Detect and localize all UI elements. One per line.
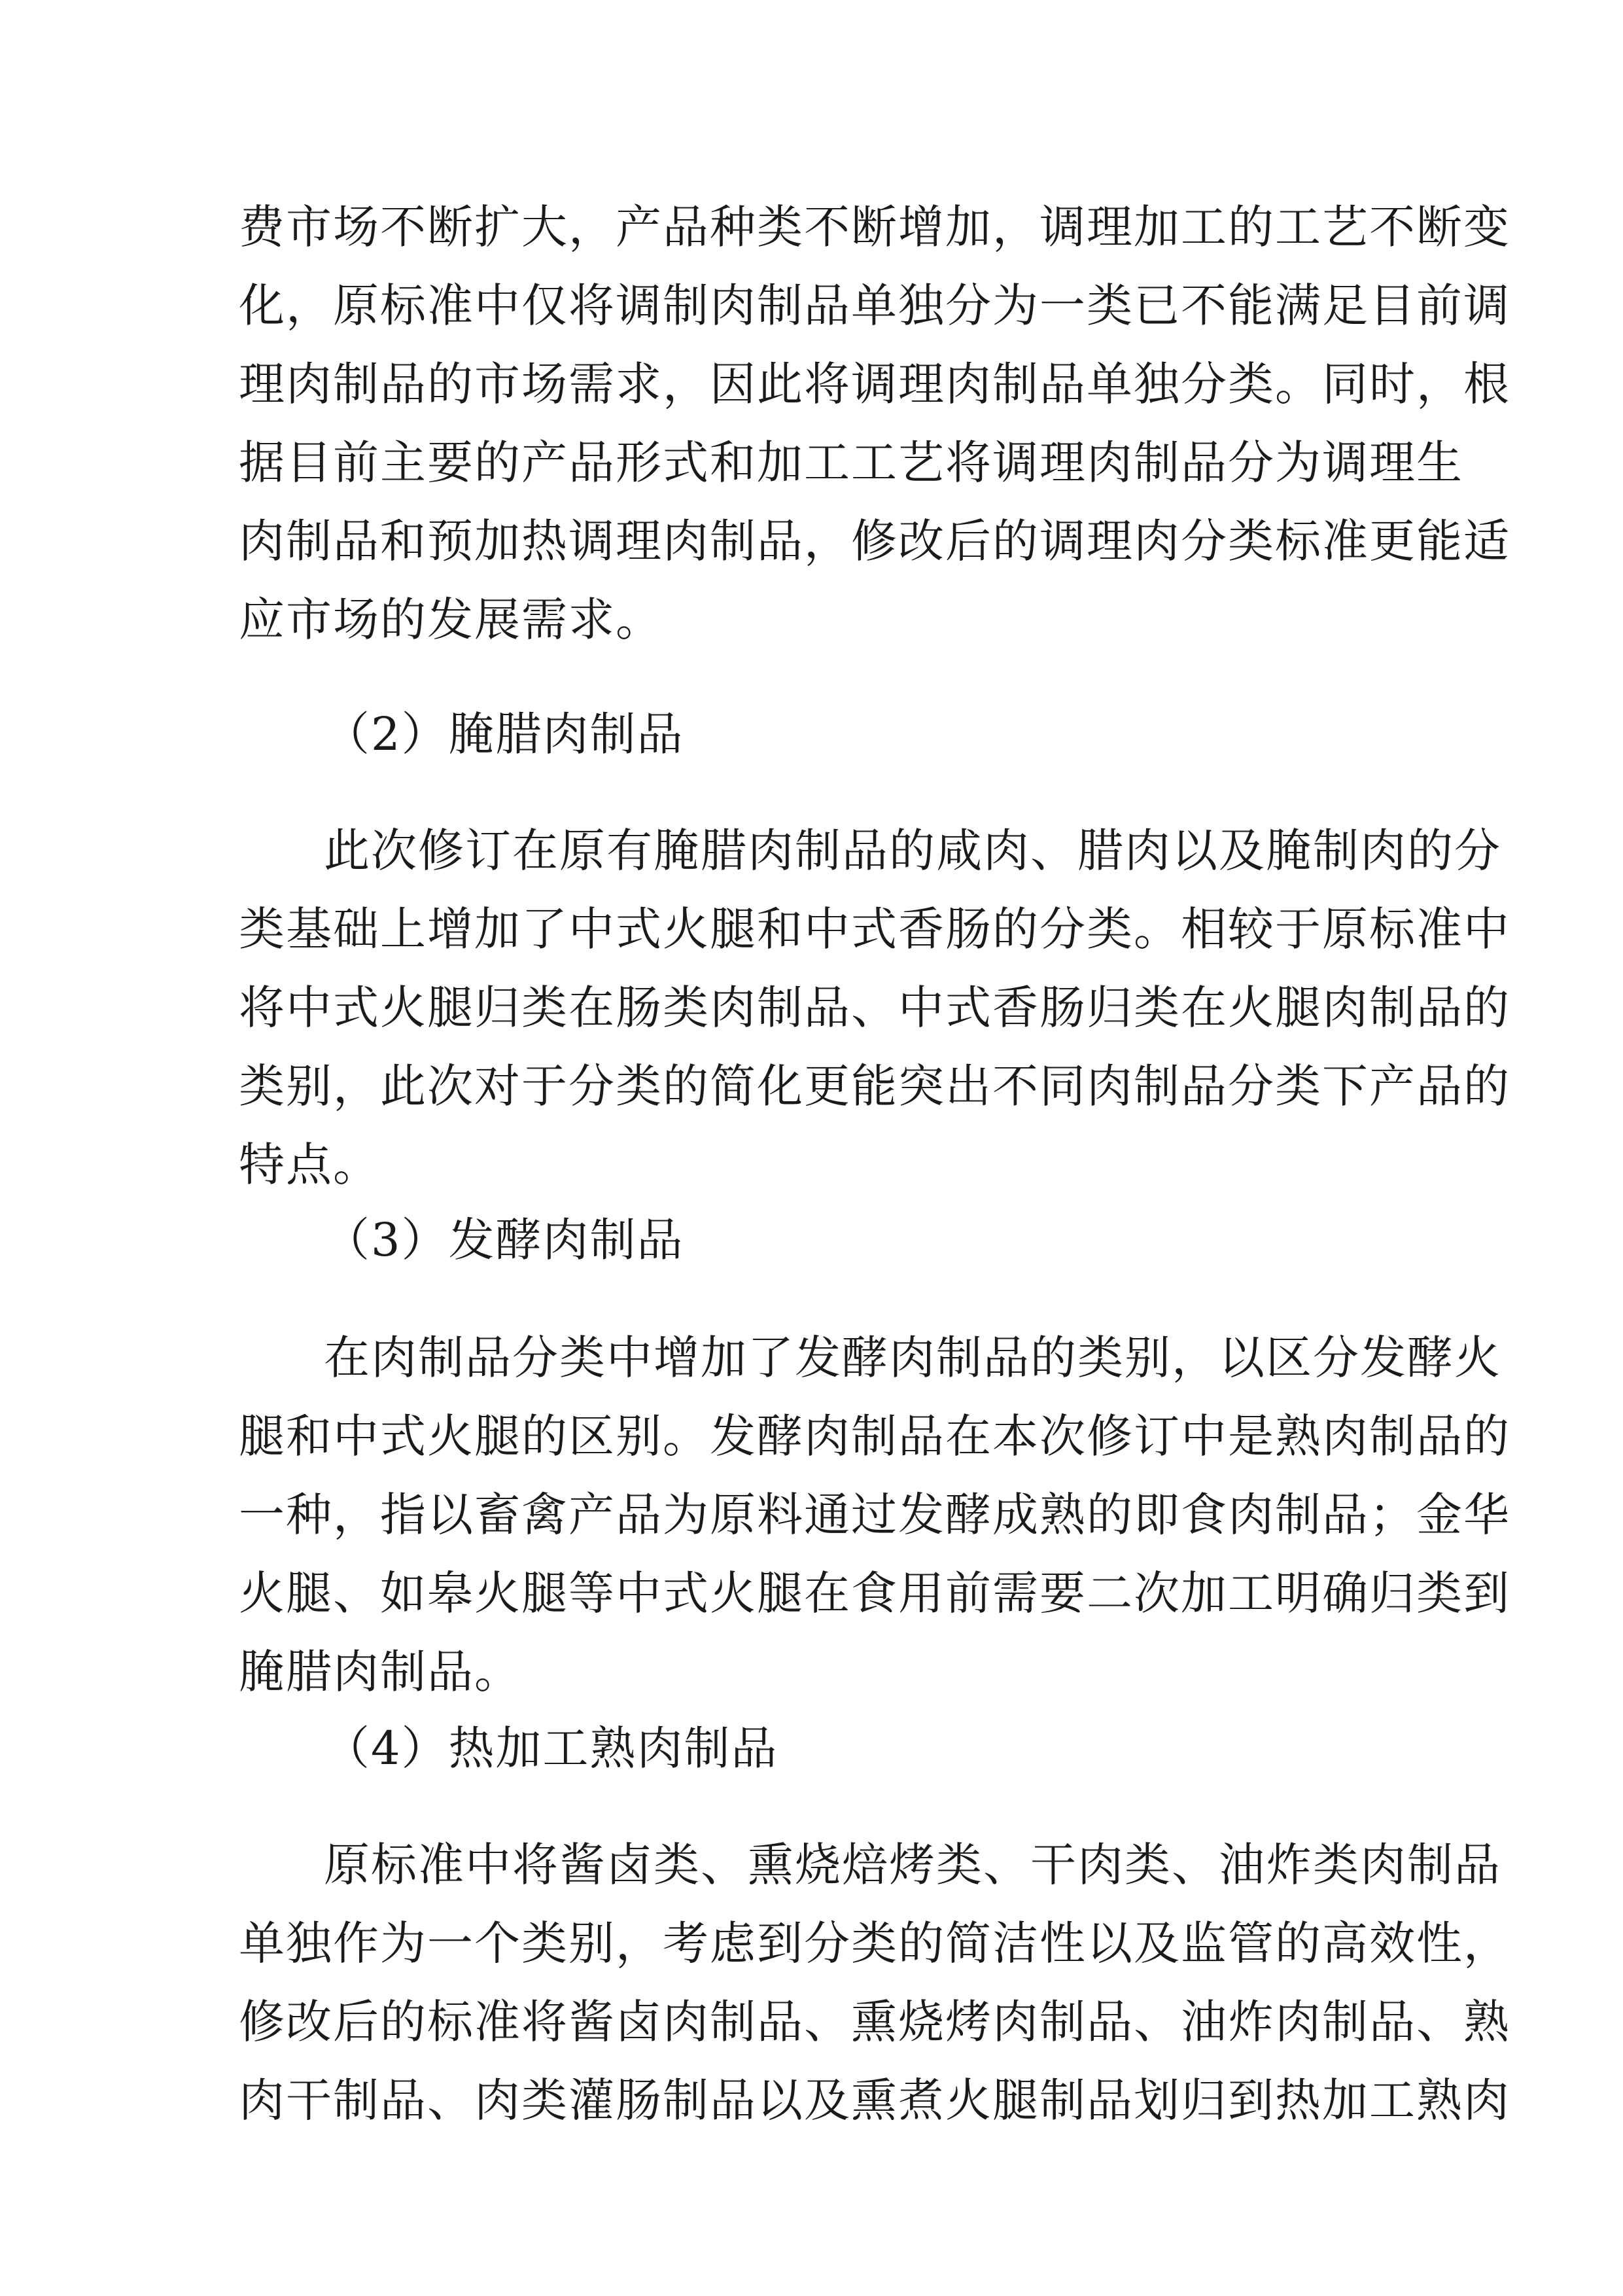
paragraph-line: 据目前主要的产品形式和加工工艺将调理肉制品分为调理生 — [239, 436, 1463, 489]
paragraph-line: 特点。 — [239, 1138, 380, 1192]
paragraph-line: 腌腊肉制品。 — [239, 1645, 521, 1699]
paragraph-line: 修改后的标准将酱卤肉制品、熏烧烤肉制品、油炸肉制品、熟 — [239, 1995, 1510, 2049]
paragraph-line: 此次修订在原有腌腊肉制品的咸肉、腊肉以及腌制肉的分 — [324, 824, 1501, 877]
paragraph-line: 火腿、如皋火腿等中式火腿在食用前需要二次加工明确归类到 — [239, 1566, 1510, 1620]
paragraph-line: 在肉制品分类中增加了发酵肉制品的类别，以区分发酵火 — [324, 1331, 1501, 1385]
paragraph-line: 费市场不断扩大，产品种类不断增加，调理加工的工艺不断变 — [239, 200, 1510, 254]
section-heading: （4）热加工熟肉制品 — [324, 1722, 778, 1775]
paragraph-line: 肉制品和预加热调理肉制品，修改后的调理肉分类标准更能适 — [239, 514, 1510, 568]
paragraph-line: 肉干制品、肉类灌肠制品以及熏煮火腿制品划归到热加工熟肉 — [239, 2074, 1510, 2127]
paragraph-line: 原标准中将酱卤类、熏烧焙烤类、干肉类、油炸类肉制品 — [324, 1838, 1501, 1892]
section-heading: （2）腌腊肉制品 — [324, 707, 684, 761]
paragraph-line: 将中式火腿归类在肠类肉制品、中式香肠归类在火腿肉制品的 — [239, 981, 1510, 1034]
paragraph-line: 化，原标准中仅将调制肉制品单独分为一类已不能满足目前调 — [239, 279, 1510, 332]
paragraph-line: 单独作为一个类别，考虑到分类的简洁性以及监管的高效性， — [239, 1916, 1510, 1970]
paragraph-line: 理肉制品的市场需求，因此将调理肉制品单独分类。同时，根 — [239, 357, 1510, 411]
paragraph-line: 腿和中式火腿的区别。发酵肉制品在本次修订中是熟肉制品的 — [239, 1409, 1510, 1463]
paragraph-line: 应市场的发展需求。 — [239, 593, 663, 646]
paragraph-line: 类别，此次对于分类的简化更能突出不同肉制品分类下产品的 — [239, 1059, 1510, 1113]
paragraph-line: 一种，指以畜禽产品为原料通过发酵成熟的即食肉制品；金华 — [239, 1488, 1510, 1542]
paragraph-line: 类基础上增加了中式火腿和中式香肠的分类。相较于原标准中 — [239, 902, 1510, 956]
section-heading: （3）发酵肉制品 — [324, 1213, 684, 1267]
